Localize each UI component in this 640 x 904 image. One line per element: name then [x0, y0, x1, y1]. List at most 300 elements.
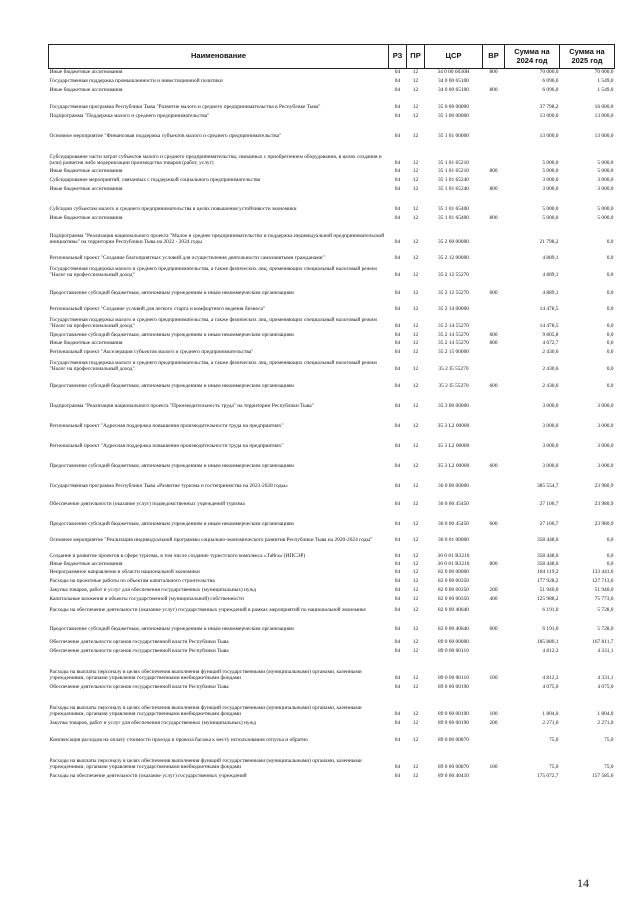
row-rz: 04	[394, 423, 401, 430]
row-name: Предоставление субсидий бюджетным, автономным учреждениям и иным некоммерческим организациям	[49, 290, 294, 297]
row-pr: 12	[412, 764, 419, 771]
row-csr: 34 0 00 6030Н	[437, 69, 470, 76]
row-sum-2025: 3 000,0	[597, 423, 614, 430]
row-rz: 04	[394, 648, 401, 655]
row-pr: 12	[412, 521, 419, 528]
row-pr: 12	[412, 773, 419, 780]
row-sum-2025: 3 000,0	[597, 186, 614, 193]
row-pr: 12	[412, 569, 419, 576]
row-sum-2024: 358 448,0	[536, 561, 559, 568]
row-sum-2025: 5 728,0	[597, 607, 614, 614]
row-csr: 35 2 14 00000	[438, 306, 469, 313]
table-row	[49, 646, 615, 655]
row-pr: 12	[412, 78, 419, 85]
row-rz: 04	[394, 69, 401, 76]
row-sum-2025: 0,0	[606, 383, 614, 390]
table-row	[49, 390, 615, 410]
row-csr: 82 0 00 00350	[438, 578, 469, 585]
row-vr	[483, 603, 505, 614]
row-rz: 04	[394, 160, 401, 167]
row-csr: 89 0 00 40410	[438, 773, 469, 780]
row-pr: 12	[412, 737, 419, 744]
row-sum-2025: 75,0	[604, 764, 614, 771]
row-sum-2024: 14 478,5	[539, 306, 559, 313]
row-vr: 200	[489, 720, 498, 727]
row-sum-2024: 2 430,6	[542, 366, 559, 373]
row-vr: 600	[489, 383, 498, 390]
table-row	[49, 69, 615, 76]
row-csr: 82 0 00 00000	[438, 569, 469, 576]
row-vr	[483, 646, 505, 655]
row-sum-2025: 3 000,0	[597, 403, 614, 410]
row-csr: 35 1 00 00000	[438, 113, 469, 120]
row-vr	[483, 771, 505, 780]
row-rz: 04	[394, 104, 401, 111]
row-pr: 12	[412, 403, 419, 410]
row-pr: 12	[412, 587, 419, 594]
row-rz: 04	[394, 684, 401, 691]
row-vr: 800	[489, 87, 498, 94]
row-sum-2024: 358 448,0	[536, 537, 559, 544]
table-row	[49, 430, 615, 450]
row-rz: 04	[394, 537, 401, 544]
row-pr: 12	[412, 596, 419, 603]
row-csr: 35 0 00 00000	[438, 104, 469, 111]
table-row	[49, 633, 615, 646]
row-sum-2025: 0,0	[606, 255, 614, 262]
row-vr: 800	[489, 69, 498, 76]
row-csr: 35 3 L2 00000	[437, 443, 470, 450]
row-pr: 12	[412, 215, 419, 222]
row-name: Предоставление субсидий бюджетным, автономным учреждениям и иным некоммерческим организациям	[49, 383, 294, 390]
row-pr: 12	[412, 306, 419, 313]
row-name: Компенсация расходов на оплату стоимости проезда и провоза багажа к месту использования отпуска и обратно	[49, 737, 308, 744]
row-pr: 12	[412, 133, 419, 140]
table-row	[49, 262, 615, 279]
row-name: Государственная поддержка промышленности и инвестиционной политики	[49, 78, 223, 85]
row-vr	[483, 410, 505, 430]
row-rz: 04	[394, 607, 401, 614]
row-rz: 04	[394, 177, 401, 184]
row-vr: 600	[489, 332, 498, 339]
table-row	[49, 85, 615, 94]
row-csr: 89 0 00 00110	[438, 675, 469, 682]
row-sum-2024: 175 072,7	[536, 773, 559, 780]
row-sum-2024: 4 812,3	[542, 648, 559, 655]
header-pr: ПР	[407, 45, 425, 69]
row-name: Обеспечение деятельности (оказание услуг) подведомственных учреждений туризма	[49, 501, 245, 508]
row-name: Субсидирование мероприятий, связанных с поддержкой социального предпринимательства	[49, 177, 261, 184]
row-csr: 82 0 00 40640	[438, 607, 469, 614]
row-rz: 04	[394, 349, 401, 356]
row-rz: 04	[394, 463, 401, 470]
row-rz: 04	[394, 587, 401, 594]
row-rz: 04	[394, 639, 401, 646]
row-sum-2025: 5 000,0	[597, 206, 614, 213]
row-pr: 12	[412, 578, 419, 585]
row-vr: 800	[489, 561, 498, 568]
row-rz: 04	[394, 168, 401, 175]
table-row	[49, 744, 615, 771]
row-name: Региональный проект "Создание благоприятных условий для осуществления деятельности самозанятыми гражданами"	[49, 255, 325, 262]
row-sum-2025: 5 000,0	[597, 160, 614, 167]
table-row	[49, 222, 615, 246]
row-vr	[483, 246, 505, 262]
row-sum-2024: 185 880,1	[536, 639, 559, 646]
row-sum-2025: 4 075,0	[597, 684, 614, 691]
row-sum-2025: 157 585,6	[591, 773, 614, 780]
row-csr: 35 1 01 65210	[438, 160, 469, 167]
row-sum-2025: 1 804,0	[597, 711, 614, 718]
row-name: Иные бюджетные ассигнования	[49, 186, 123, 193]
row-sum-2024: 5 000,0	[542, 206, 559, 213]
table-row	[49, 193, 615, 213]
row-pr: 12	[412, 255, 419, 262]
row-sum-2025: 0,0	[606, 366, 614, 373]
row-csr: 89 0 00 00870	[438, 764, 469, 771]
row-rz: 04	[394, 737, 401, 744]
row-csr: 82 0 00 40640	[438, 626, 469, 633]
row-rz: 04	[394, 306, 401, 313]
row-sum-2024: 4 672,7	[542, 340, 559, 347]
row-vr	[483, 94, 505, 111]
row-rz: 04	[394, 255, 401, 262]
row-vr	[483, 297, 505, 313]
row-pr: 12	[412, 186, 419, 193]
row-name: Обеспечение деятельности органов государственной власти Республики Тыва	[49, 684, 229, 691]
row-csr: 89 0 00 00190	[438, 720, 469, 727]
row-rz: 04	[394, 78, 401, 85]
table-row	[49, 213, 615, 222]
row-name: Региональный проект "Создание условий для легкого старта и комфортного ведения бизнеса"	[49, 306, 266, 313]
row-sum-2025: 0,0	[606, 340, 614, 347]
row-name: Субсидии субъектам малого и среднего предпринимательства в целях повышения устойчивости экономики	[49, 206, 297, 213]
row-sum-2024: 14 478,5	[539, 323, 559, 330]
row-sum-2024: 51 940,0	[539, 587, 559, 594]
table-row	[49, 297, 615, 313]
row-csr: 89 0 00 00110	[438, 648, 469, 655]
row-rz: 04	[394, 113, 401, 120]
row-name: Иные бюджетные ассигнования	[49, 69, 123, 76]
row-pr: 12	[412, 537, 419, 544]
row-name: Обеспечение деятельности органов государственной власти Республики Тыва	[49, 639, 229, 646]
row-pr: 12	[412, 720, 419, 727]
row-vr	[483, 727, 505, 744]
row-rz: 04	[394, 366, 401, 373]
row-pr: 12	[412, 177, 419, 184]
row-sum-2025: 75 773,6	[594, 596, 614, 603]
row-rz: 04	[394, 553, 401, 560]
row-sum-2024: 75,0	[549, 764, 559, 771]
row-rz: 04	[394, 501, 401, 508]
row-sum-2024: 27 106,7	[539, 501, 559, 508]
row-sum-2024: 4 812,3	[542, 675, 559, 682]
table-row	[49, 450, 615, 470]
table-row	[49, 544, 615, 560]
table-row	[49, 339, 615, 347]
row-pr: 12	[412, 332, 419, 339]
row-vr: 800	[489, 168, 498, 175]
row-name: Подпрограмма "Реализация национального проекта "Производительность труда" на территории Республики Тыва"	[49, 403, 314, 410]
table-row	[49, 313, 615, 330]
row-vr	[483, 544, 505, 560]
row-sum-2024: 75,0	[549, 737, 559, 744]
row-sum-2025: 0,0	[606, 349, 614, 356]
row-name: Обеспечение деятельности органов государственной власти Республики Тыва	[49, 648, 229, 655]
table-row	[49, 727, 615, 744]
row-rz: 04	[394, 87, 401, 94]
row-name: Иные бюджетные ассигнования	[49, 340, 123, 347]
row-sum-2024: 2 430,6	[542, 383, 559, 390]
row-pr: 12	[412, 113, 419, 120]
budget-table	[48, 44, 615, 780]
row-sum-2024: 4 889,1	[542, 255, 559, 262]
table-row	[49, 603, 615, 614]
row-vr	[483, 390, 505, 410]
row-sum-2024: 177 928,2	[536, 578, 559, 585]
table-row	[49, 718, 615, 727]
row-name: Иные бюджетные ассигнования	[49, 561, 123, 568]
row-pr: 12	[412, 684, 419, 691]
row-sum-2025: 13 000,0	[594, 133, 614, 140]
table-row	[49, 528, 615, 544]
row-csr: 89 0 00 00190	[438, 711, 469, 718]
row-sum-2024: 3 000,0	[542, 186, 559, 193]
row-csr: 35 2 I5 55270	[438, 366, 469, 373]
row-sum-2025: 70 000,0	[594, 69, 614, 76]
table-header-row	[49, 45, 615, 69]
table-row	[49, 614, 615, 633]
row-vr: 100	[489, 711, 498, 718]
row-csr: 82 0 00 00350	[438, 587, 469, 594]
row-name: Непрограммное направление в области национальной экономики	[49, 569, 200, 576]
table-row	[49, 508, 615, 528]
table-row	[49, 347, 615, 356]
header-rz: РЗ	[389, 45, 407, 69]
table-row	[49, 594, 615, 603]
row-vr: 400	[489, 596, 498, 603]
row-sum-2024: 5 000,0	[542, 160, 559, 167]
row-csr: 35 2 14 55270	[438, 340, 469, 347]
row-rz: 04	[394, 272, 401, 279]
row-vr	[483, 175, 505, 184]
row-sum-2025: 0,0	[606, 272, 614, 279]
header-name: Наименование	[49, 45, 389, 69]
row-name: Закупка товаров, работ и услуг для обеспечения государственных (муниципальных) нужд	[49, 587, 257, 594]
header-sum-2025: Сумма на 2025 год	[560, 45, 615, 69]
row-sum-2024: 27 106,7	[539, 521, 559, 528]
row-pr: 12	[412, 423, 419, 430]
row-sum-2024: 385 554,7	[536, 483, 559, 490]
row-sum-2025: 127 713,6	[591, 578, 614, 585]
row-name: Основное мероприятие "Финансовая поддержка субъектов малого и среднего предпринимательства"	[49, 133, 282, 140]
table-row	[49, 94, 615, 111]
row-sum-2025: 23 980,9	[594, 501, 614, 508]
row-pr: 12	[412, 607, 419, 614]
row-name: Государственная поддержка малого и среднего предпринимательства, а также физических лиц, применяющих специальный налоговый режим "Налог на профессиональный доход"	[49, 265, 377, 279]
row-pr: 12	[412, 483, 419, 490]
table-row	[49, 167, 615, 175]
table-row	[49, 470, 615, 490]
row-vr	[483, 111, 505, 120]
row-sum-2024: 184 119,2	[537, 569, 559, 576]
row-pr: 12	[412, 69, 419, 76]
row-name: Расходы на выплаты персоналу в целях обеспечения выполнения функций государственными (муниципальными) органами, казенными учреждениями, органами управления государственными внебюджетными фондами	[49, 757, 362, 771]
row-pr: 12	[412, 340, 419, 347]
row-csr: 35 3 L2 00000	[437, 423, 470, 430]
row-pr: 12	[412, 272, 419, 279]
row-sum-2024: 70 000,0	[539, 69, 559, 76]
row-sum-2025: 23 980,9	[594, 521, 614, 528]
table-row	[49, 111, 615, 120]
row-sum-2025: 5 728,0	[597, 626, 614, 633]
row-sum-2025: 3 000,0	[597, 463, 614, 470]
row-csr: 35 2 12 55270	[438, 290, 469, 297]
row-name: Предоставление субсидий бюджетным, автономным учреждениям и иным некоммерческим организациям	[49, 521, 294, 528]
row-sum-2025: 1 549,0	[597, 78, 614, 85]
row-rz: 04	[394, 443, 401, 450]
row-pr: 12	[412, 104, 419, 111]
row-sum-2025: 13 000,0	[594, 113, 614, 120]
row-sum-2024: 2 430,6	[542, 349, 559, 356]
row-name: Капитальные вложения в объекты государственной (муниципальной) собственности	[49, 596, 244, 603]
row-csr: 36 0 00 45450	[438, 501, 469, 508]
row-name: Предоставление субсидий бюджетным, автономным учреждениям и иным некоммерческим организациям	[49, 332, 294, 339]
row-name: Региональный проект "Адресная поддержка повышения производительности труда на предприятиях"	[49, 423, 284, 430]
row-sum-2025: 2 271,0	[597, 720, 614, 727]
row-name: Подпрограмма "Реализация национального проекта "Малое и среднее предпринимательство и поддержка индивидуальной предпринимательской инициативы" на территории Республики Тыва на 2022 - 2024 годы	[49, 232, 385, 246]
table-row	[49, 140, 615, 167]
table-row	[49, 410, 615, 430]
row-sum-2024: 13 000,0	[539, 113, 559, 120]
row-name: Региональный проект "Акселерация субъектов малого и среднего предпринимательства"	[49, 349, 254, 356]
row-pr: 12	[412, 87, 419, 94]
row-rz: 04	[394, 569, 401, 576]
row-csr: 36 0 01 R3216	[437, 561, 470, 568]
row-pr: 12	[412, 561, 419, 568]
row-name: Расходы на выплаты персоналу в целях обеспечения выполнения функций государственными (муниципальными) органами, казенными учреждениями, органами управления государственными внебюджетными фондами	[49, 668, 362, 682]
row-pr: 12	[412, 349, 419, 356]
row-csr: 36 0 00 45450	[438, 521, 469, 528]
table-row	[49, 246, 615, 262]
row-csr: 35 1 01 65400	[438, 215, 469, 222]
table-row	[49, 330, 615, 339]
table-row	[49, 76, 615, 85]
row-sum-2025: 3 000,0	[597, 443, 614, 450]
row-sum-2025: 0,0	[606, 306, 614, 313]
row-csr: 35 2 00 00000	[438, 239, 469, 246]
row-pr: 12	[412, 501, 419, 508]
row-sum-2025: 75,0	[604, 737, 614, 744]
row-sum-2025: 0,0	[606, 239, 614, 246]
row-pr: 12	[412, 711, 419, 718]
row-name: Расходы на обеспечение деятельности (оказание услуг) государственных учреждений в рамках мероприятий по национальной экономике	[49, 607, 366, 614]
row-sum-2024: 3 000,0	[542, 403, 559, 410]
row-pr: 12	[412, 626, 419, 633]
row-vr: 100	[489, 675, 498, 682]
row-sum-2025: 0,0	[606, 323, 614, 330]
row-rz: 04	[394, 720, 401, 727]
row-name: Предоставление субсидий бюджетным, автономным учреждениям и иным некоммерческим организациям	[49, 463, 294, 470]
row-pr: 12	[412, 239, 419, 246]
row-vr	[483, 576, 505, 585]
row-sum-2024: 3 000,0	[542, 443, 559, 450]
row-name: Расходы на выплаты персоналу в целях обеспечения выполнения функций государственными (муниципальными) органами, казенными учреждениями, органами управления государственными внебюджетными фондами	[49, 704, 362, 718]
row-pr: 12	[412, 383, 419, 390]
row-sum-2025: 16 000,0	[594, 104, 614, 111]
row-sum-2024: 37 798,2	[539, 104, 559, 111]
row-csr: 35 2 12 55270	[438, 272, 469, 279]
row-rz: 04	[394, 711, 401, 718]
row-csr: 89 0 00 00190	[438, 684, 469, 691]
row-sum-2024: 3 000,0	[542, 423, 559, 430]
row-sum-2024: 6 191,0	[542, 607, 559, 614]
row-sum-2024: 13 000,0	[539, 133, 559, 140]
row-vr: 600	[489, 463, 498, 470]
table-row	[49, 771, 615, 780]
row-sum-2025: 0,0	[606, 553, 614, 560]
row-vr: 800	[489, 215, 498, 222]
row-vr	[483, 633, 505, 646]
row-sum-2024: 3 000,0	[542, 463, 559, 470]
row-pr: 12	[412, 675, 419, 682]
table-row	[49, 175, 615, 184]
row-rz: 04	[394, 773, 401, 780]
row-name: Иные бюджетные ассигнования	[49, 215, 123, 222]
row-csr: 36 0 01 00000	[438, 537, 469, 544]
row-sum-2024: 2 271,0	[542, 720, 559, 727]
row-pr: 12	[412, 290, 419, 297]
row-sum-2025: 4 331,1	[597, 648, 614, 655]
row-pr: 12	[412, 443, 419, 450]
row-name: Основное мероприятие "Реализация индивидуальной программы социально-экономического развития Республики Тыва на 2020-2024 годы"	[49, 537, 373, 544]
row-sum-2025: 51 940,0	[594, 587, 614, 594]
row-rz: 04	[394, 215, 401, 222]
row-sum-2024: 4 889,1	[542, 272, 559, 279]
row-rz: 04	[394, 290, 401, 297]
row-csr: 35 1 01 00000	[438, 133, 469, 140]
header-sum-2024: Сумма на 2024 год	[505, 45, 560, 69]
row-sum-2024: 5 000,0	[542, 215, 559, 222]
row-pr: 12	[412, 639, 419, 646]
row-csr: 35 2 14 55270	[438, 323, 469, 330]
row-rz: 04	[394, 403, 401, 410]
table-row	[49, 576, 615, 585]
row-sum-2024: 125 988,2	[536, 596, 559, 603]
row-sum-2025: 0,0	[606, 290, 614, 297]
row-rz: 04	[394, 675, 401, 682]
table-row	[49, 560, 615, 568]
row-pr: 12	[412, 648, 419, 655]
row-sum-2025: 0,0	[606, 537, 614, 544]
row-name: Государственная поддержка малого и среднего предпринимательства, а также физических лиц, применяющих специальный налоговый режим "Налог на профессиональный доход"	[49, 359, 377, 373]
table-row	[49, 691, 615, 718]
row-sum-2024: 3 000,0	[542, 177, 559, 184]
row-rz: 04	[394, 561, 401, 568]
row-vr: 200	[489, 587, 498, 594]
row-rz: 04	[394, 323, 401, 330]
row-pr: 12	[412, 366, 419, 373]
row-vr	[483, 120, 505, 140]
row-name: Предоставление субсидий бюджетным, автономным учреждениям и иным некоммерческим организациям	[49, 626, 294, 633]
row-vr	[483, 490, 505, 508]
row-csr: 89 0 00 00000	[438, 639, 469, 646]
row-rz: 04	[394, 186, 401, 193]
row-csr: 35 1 01 65240	[438, 186, 469, 193]
row-csr: 35 2 14 55270	[438, 332, 469, 339]
table-row	[49, 490, 615, 508]
row-name: Государственная поддержка малого и среднего предпринимательства, а также физических лиц, применяющих специальный налоговый режим "Налог на профессиональный доход"	[49, 316, 377, 330]
